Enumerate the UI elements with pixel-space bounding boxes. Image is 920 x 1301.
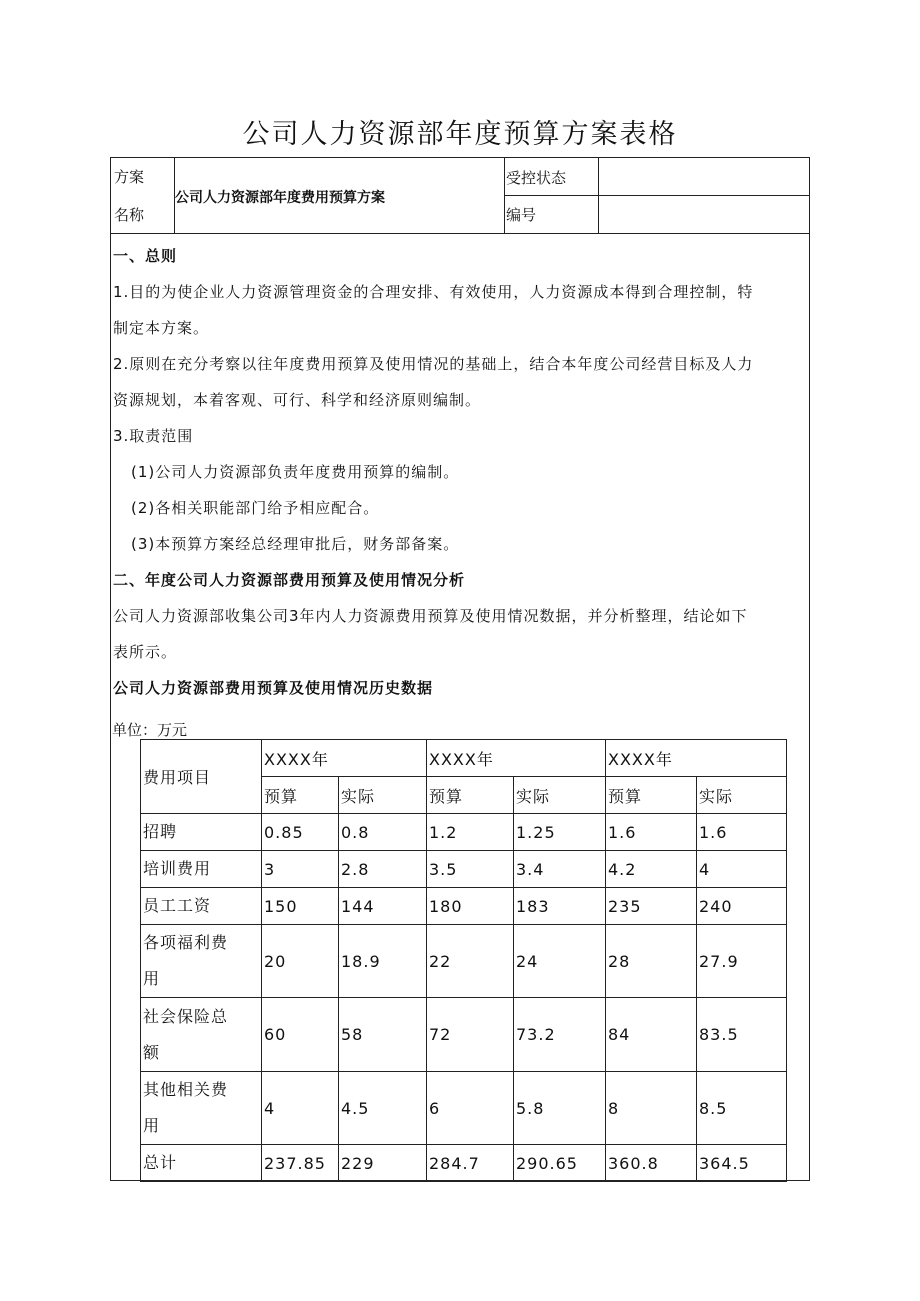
table-cell: 183 (514, 888, 606, 925)
scheme-name: 公司人力资源部年度费用预算方案 (175, 190, 385, 206)
section-heading: 一、总则 (113, 247, 178, 265)
list-item: (3)本预算方案经总经理审批后，财务部备案。 (131, 535, 460, 553)
table-cell: 360.8 (606, 1145, 697, 1182)
row-label (141, 851, 262, 888)
paragraph: 3.取责范围 (113, 427, 194, 445)
expense-table (140, 739, 787, 1182)
table-cell: 290.65 (514, 1145, 606, 1182)
table-cell: 3.5 (427, 851, 514, 888)
list-item: (1)公司人力资源部负责年度费用预算的编制。 (131, 463, 460, 481)
year-header: XXXX年 (262, 740, 427, 777)
page-title: 公司人力资源部年度预算方案表格 (242, 119, 678, 150)
table-cell: 1.25 (514, 814, 606, 851)
budget-header: 预算 (427, 777, 514, 814)
budget-header: 预算 (262, 777, 339, 814)
table-cell: 235 (606, 888, 697, 925)
table-cell: 4.5 (339, 1072, 427, 1145)
table-row (141, 814, 787, 851)
table-cell: 1.6 (697, 814, 787, 851)
actual-header: 实际 (339, 777, 427, 814)
table-cell: 73.2 (514, 998, 606, 1072)
table-cell: 58 (339, 998, 427, 1072)
paragraph: 公司人力资源部收集公司3年内人力资源费用预算及使用情况数据，并分析整理，结论如下 (113, 607, 748, 625)
table-row (141, 1072, 787, 1145)
table-cell: 364.5 (697, 1145, 787, 1182)
section-heading: 二、年度公司人力资源部费用预算及使用情况分析 (113, 571, 466, 589)
table-cell: 20 (262, 925, 339, 998)
table-row (141, 1145, 787, 1182)
table-cell: 4 (262, 1072, 339, 1145)
table-cell: 284.7 (427, 1145, 514, 1182)
row-label-text: 总计 (143, 1153, 178, 1172)
paragraph: 1.目的为使企业人力资源管理资金的合理安排、有效使用，人力资源成本得到合理控制，特 (113, 283, 754, 301)
row-label-text: 员工工资 (143, 896, 212, 915)
row-label (141, 998, 262, 1072)
budget-header: 预算 (606, 777, 697, 814)
actual-header: 实际 (697, 777, 787, 814)
paragraph: 2.原则在充分考察以往年度费用预算及使用情况的基础上，结合本年度公司经营目标及人力 (113, 355, 754, 373)
table-cell: 60 (262, 998, 339, 1072)
table-cell: 72 (427, 998, 514, 1072)
table-cell: 22 (427, 925, 514, 998)
table-cell: 1.6 (606, 814, 697, 851)
list-item: (2)各相关职能部门给予相应配合。 (131, 499, 380, 517)
table-cell: 84 (606, 998, 697, 1072)
table-title: 公司人力资源部费用预算及使用情况历史数据 (113, 679, 434, 697)
row-label (141, 1072, 262, 1145)
body-text (113, 238, 803, 706)
table-cell: 18.9 (339, 925, 427, 998)
row-label-text: 培训费用 (143, 859, 212, 878)
row-label-text: 招聘 (143, 822, 178, 841)
scheme-label: 名称 (114, 206, 145, 224)
table-row (141, 925, 787, 998)
row-label-text: 额 (143, 1042, 161, 1062)
table-cell: 27.9 (697, 925, 787, 998)
table-cell: 3.4 (514, 851, 606, 888)
table-cell: 240 (697, 888, 787, 925)
actual-header: 实际 (514, 777, 606, 814)
table-cell: 229 (339, 1145, 427, 1182)
table-cell: 8 (606, 1072, 697, 1145)
table-cell: 0.8 (339, 814, 427, 851)
table-cell: 8.5 (697, 1072, 787, 1145)
unit-label: 单位：万元 (112, 721, 188, 739)
table-cell: 3 (262, 851, 339, 888)
table-cell: 4.2 (606, 851, 697, 888)
paragraph: 制定本方案。 (113, 319, 210, 337)
row-label (141, 814, 262, 851)
row-label (141, 925, 262, 998)
row-label-text: 其他相关费 (143, 1080, 229, 1099)
table-cell: 144 (339, 888, 427, 925)
paragraph: 表所示。 (113, 643, 178, 661)
table-cell: 83.5 (697, 998, 787, 1072)
header-block (111, 158, 809, 234)
control-status-label: 受控状态 (506, 169, 567, 187)
table-row (141, 998, 787, 1072)
row-label-text: 社会保险总 (143, 1006, 229, 1026)
table-cell: 4 (697, 851, 787, 888)
year-header: XXXX年 (606, 740, 787, 777)
row-label-text: 各项福利费 (143, 933, 229, 952)
number-label: 编号 (506, 206, 537, 224)
row-label-text: 用 (143, 969, 161, 988)
item-header: 费用项目 (141, 740, 262, 814)
table-cell: 180 (427, 888, 514, 925)
table-cell: 28 (606, 925, 697, 998)
table-cell: 1.2 (427, 814, 514, 851)
row-label (141, 888, 262, 925)
divider (504, 195, 809, 196)
table-cell: 0.85 (262, 814, 339, 851)
scheme-label: 方案 (114, 168, 145, 186)
table-row (141, 851, 787, 888)
table-cell: 150 (262, 888, 339, 925)
table-cell: 24 (514, 925, 606, 998)
table-cell: 237.85 (262, 1145, 339, 1182)
table-cell: 6 (427, 1072, 514, 1145)
row-label (141, 1145, 262, 1182)
table-row (141, 888, 787, 925)
paragraph: 资源规划，本着客观、可行、科学和经济原则编制。 (113, 391, 482, 409)
year-header: XXXX年 (427, 740, 606, 777)
table-cell: 5.8 (514, 1072, 606, 1145)
row-label-text: 用 (143, 1116, 161, 1135)
table-cell: 2.8 (339, 851, 427, 888)
form-frame (110, 157, 810, 1181)
